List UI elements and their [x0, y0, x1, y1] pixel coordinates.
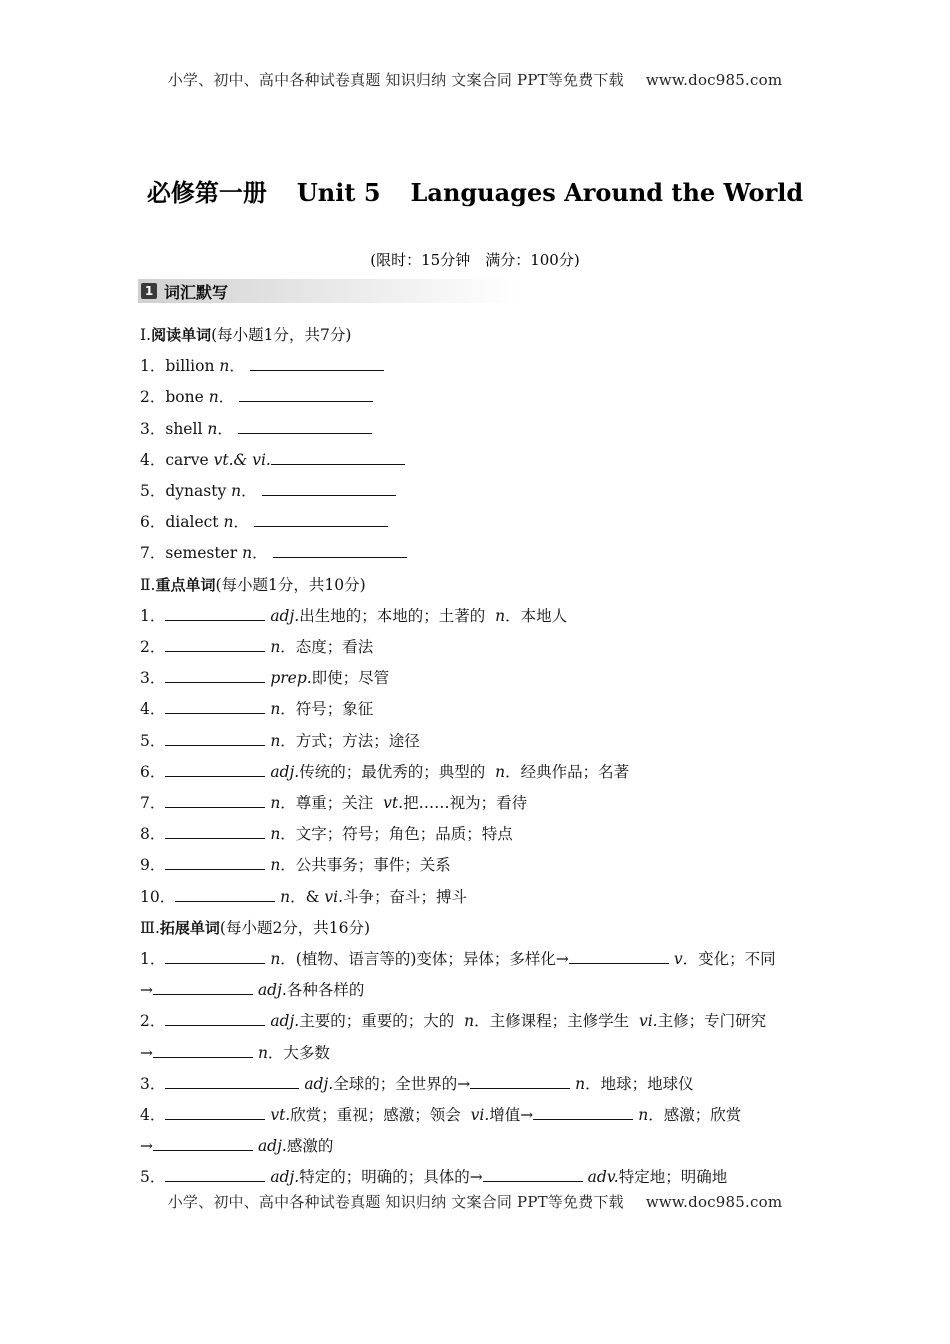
section-number-icon: 1 — [141, 283, 157, 299]
answer-blank[interactable] — [165, 852, 265, 870]
list-item: 9． n．公共事务；事件；关系 — [140, 850, 812, 881]
answer-blank[interactable] — [483, 1164, 583, 1182]
list-item-continuation: → n．大多数 — [140, 1038, 812, 1069]
page-title — [0, 173, 950, 208]
list-item: 4．carve vt.& vi. — [140, 445, 812, 476]
list-item: 8． n．文字；符号；角色；品质；特点 — [140, 819, 812, 850]
time-score-note: (限时：15分钟 满分：100分) — [370, 251, 580, 269]
answer-blank[interactable] — [165, 946, 265, 964]
answer-blank[interactable] — [273, 540, 407, 558]
title-unit: Unit 5 — [296, 178, 381, 207]
list-item: 4． vt.欣赏；重视；感激；领会 vi.增值→ n．感激；欣赏 — [140, 1100, 812, 1131]
banner-url: www.doc985.com — [645, 71, 783, 89]
answer-blank[interactable] — [153, 1133, 253, 1151]
arrow-icon: → — [140, 1137, 153, 1156]
list-item: 10． n．& vi.斗争；奋斗；搏斗 — [140, 882, 812, 913]
list-item: 1．billion n． — [140, 351, 812, 382]
list-item-continuation: → adj.各种各样的 — [140, 975, 812, 1006]
answer-blank[interactable] — [165, 634, 265, 652]
answer-blank[interactable] — [165, 821, 265, 839]
list-item: 6． adj.传统的；最优秀的；典型的 n．经典作品；名著 — [140, 757, 812, 788]
answer-blank[interactable] — [165, 1102, 265, 1120]
arrow-icon: → — [555, 950, 569, 969]
answer-blank[interactable] — [271, 447, 405, 465]
list-item: 2． adj.主要的；重要的；大的 n．主修课程；主修学生 vi.主修；专门研究 — [140, 1006, 812, 1037]
list-item: 3． prep.即使；尽管 — [140, 663, 812, 694]
answer-blank[interactable] — [165, 790, 265, 808]
section-label: 词汇默写 — [164, 282, 229, 302]
arrow-icon: → — [140, 1043, 153, 1062]
list-item: 5． n．方式；方法；途径 — [140, 726, 812, 757]
footer-banner — [0, 1191, 950, 1212]
answer-blank[interactable] — [165, 759, 265, 777]
list-item: 5． adj.特定的；明确的；具体的→ adv.特定地；明确地 — [140, 1162, 812, 1193]
answer-blank[interactable] — [153, 977, 253, 995]
list-item: 5．dynasty n． — [140, 476, 812, 507]
answer-blank[interactable] — [569, 946, 669, 964]
list-item: 2．bone n． — [140, 382, 812, 413]
part3-heading: Ⅲ.拓展单词(每小题2分，共16分) — [140, 918, 371, 937]
arrow-icon: → — [469, 1168, 483, 1187]
answer-blank[interactable] — [153, 1040, 253, 1058]
answer-blank[interactable] — [165, 1164, 265, 1182]
answer-blank[interactable] — [250, 353, 384, 371]
banner-url: www.doc985.com — [645, 1193, 783, 1211]
banner-text: 小学、初中、高中各种试卷真题 知识归纳 文案合同 PPT等免费下载 — [167, 71, 624, 89]
list-item: 4． n．符号；象征 — [140, 694, 812, 725]
part2-heading: Ⅱ.重点单词(每小题1分，共10分) — [140, 575, 366, 594]
list-item: 7． n．尊重；关注 vt.把……视为；看待 — [140, 788, 812, 819]
list-item: 2． n．态度；看法 — [140, 632, 812, 663]
answer-blank[interactable] — [165, 665, 265, 683]
answer-blank[interactable] — [470, 1071, 570, 1089]
header-banner — [0, 69, 950, 90]
arrow-icon: → — [457, 1074, 471, 1093]
list-item: 7．semester n． — [140, 538, 812, 569]
answer-blank[interactable] — [239, 384, 373, 402]
title-book: 必修第一册 — [146, 178, 267, 207]
answer-blank[interactable] — [175, 884, 275, 902]
list-item: 1． adj.出生地的；本地的；土著的 n．本地人 — [140, 601, 812, 632]
answer-blank[interactable] — [165, 1071, 299, 1089]
answer-blank[interactable] — [165, 1008, 265, 1026]
part1-heading: Ⅰ.阅读单词(每小题1分，共7分) — [140, 326, 352, 344]
answer-blank[interactable] — [165, 696, 265, 714]
answer-blank[interactable] — [238, 416, 372, 434]
list-item: 1． n．(植物、语言等的)变体；异体；多样化→ v．变化；不同 — [140, 944, 812, 975]
answer-blank[interactable] — [533, 1102, 633, 1120]
list-item: 3．shell n． — [140, 414, 812, 445]
list-item: 6．dialect n． — [140, 507, 812, 538]
arrow-icon: → — [520, 1106, 534, 1125]
title-topic: Languages Around the World — [410, 178, 804, 207]
answer-blank[interactable] — [254, 509, 388, 527]
list-item: 3． adj.全球的；全世界的→ n．地球；地球仪 — [140, 1069, 812, 1100]
exercise-body — [140, 320, 812, 1194]
answer-blank[interactable] — [165, 603, 265, 621]
list-item-continuation: → adj.感激的 — [140, 1131, 812, 1162]
answer-blank[interactable] — [165, 728, 265, 746]
answer-blank[interactable] — [262, 478, 396, 496]
banner-text: 小学、初中、高中各种试卷真题 知识归纳 文案合同 PPT等免费下载 — [167, 1193, 624, 1211]
arrow-icon: → — [140, 981, 153, 1000]
section-header — [138, 279, 520, 303]
